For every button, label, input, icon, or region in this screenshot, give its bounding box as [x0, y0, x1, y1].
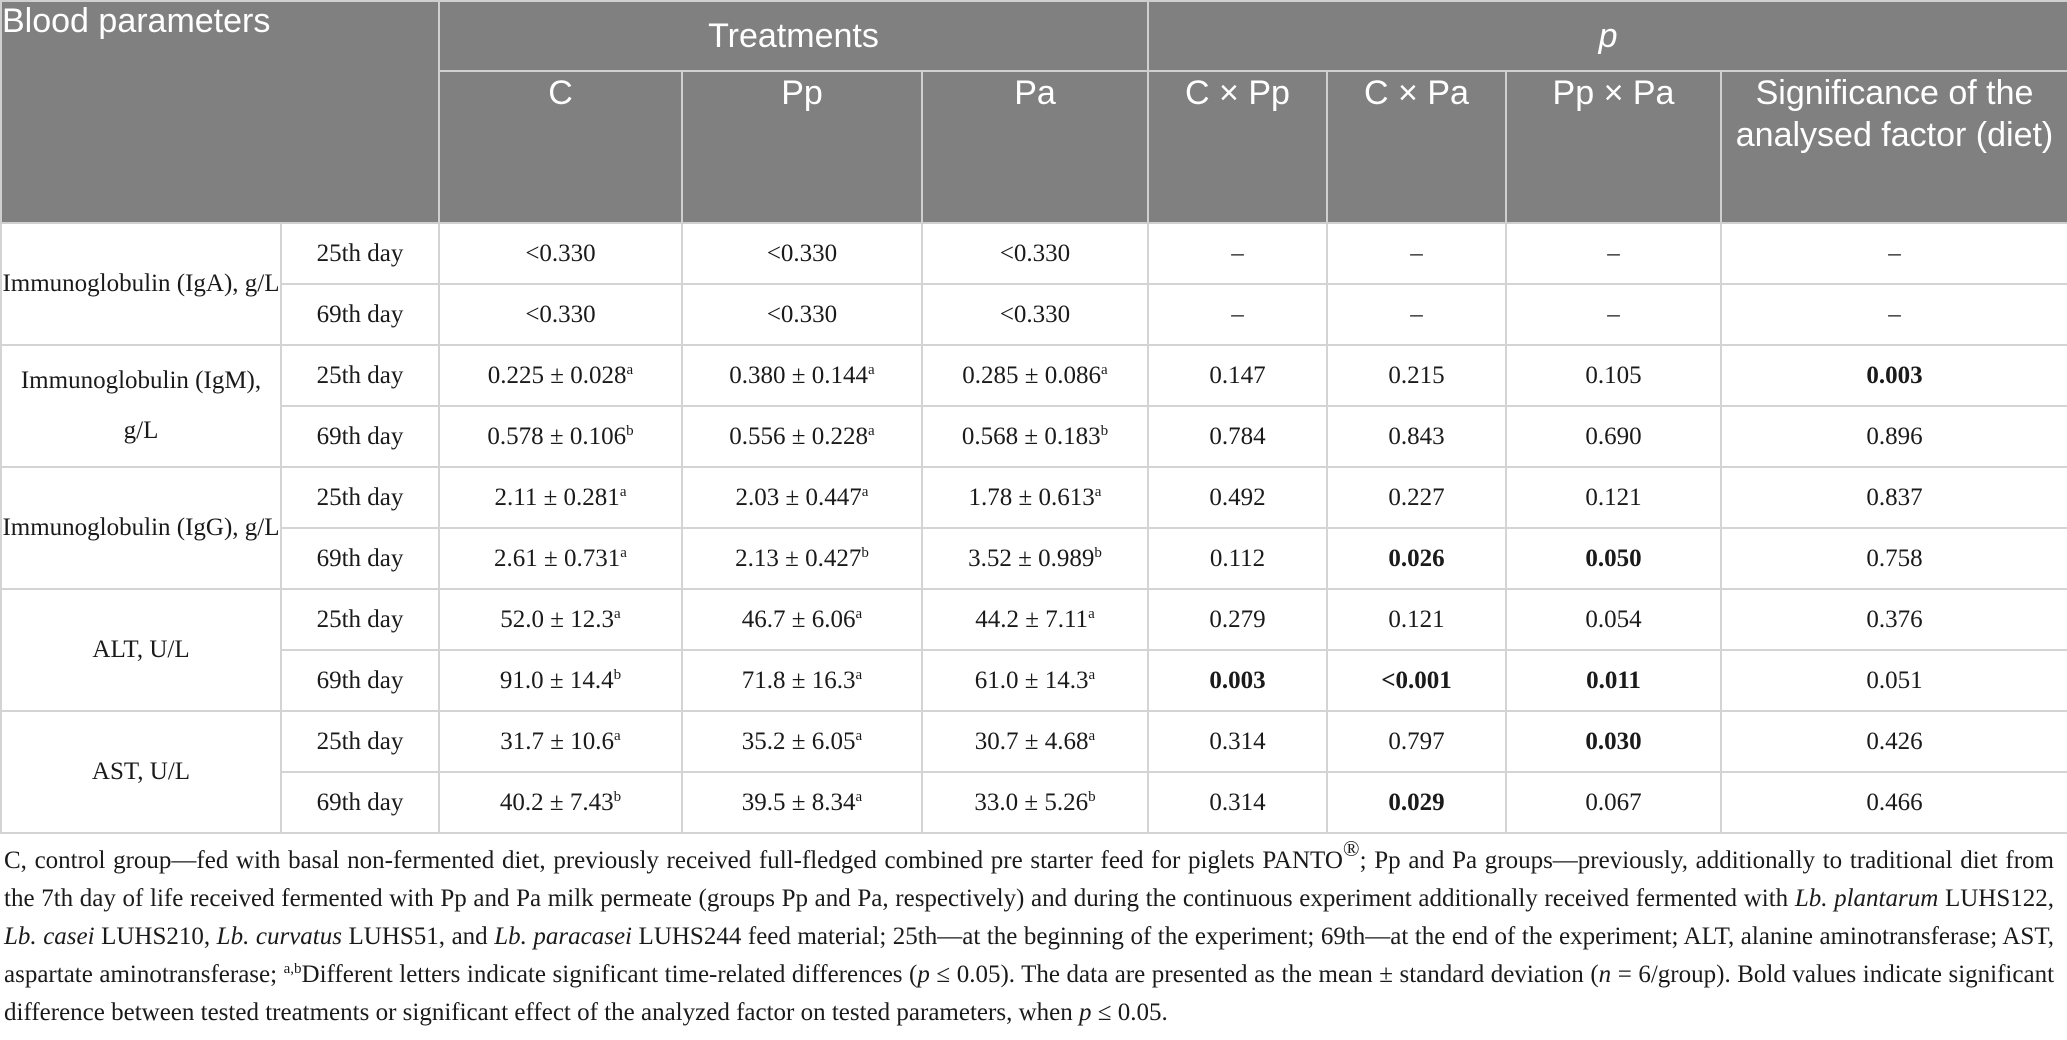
significance-letter: b: [613, 788, 622, 805]
mean-sd-value: <0.330: [766, 300, 838, 328]
treatment-value-cell: [682, 345, 922, 406]
treatment-value-cell: [682, 284, 922, 345]
p-value-cell: 0.029: [1327, 772, 1506, 833]
p-value-cell: 0.054: [1506, 589, 1721, 650]
treatment-value-cell: [922, 711, 1148, 772]
mean-sd-value: 0.556 ± 0.228: [729, 422, 869, 450]
table-row: [1, 711, 2067, 772]
footnote-text: LUHS244 feed material; 25th—at the beginning of the experiment; 69th—at the end of the experiment; ALT, alanine aminotransferase; AST, aspartate aminotransferase;: [4, 923, 2054, 988]
p-value-cell: 0.466: [1721, 772, 2067, 833]
p-value-cell: 0.030: [1506, 711, 1721, 772]
p-value-cell: 0.426: [1721, 711, 2067, 772]
treatment-value-cell: [439, 223, 682, 284]
treatment-value-cell: [922, 406, 1148, 467]
header-p: p: [1148, 1, 2067, 71]
mean-sd-value: 0.380 ± 0.144: [729, 361, 869, 389]
p-value-cell: 0.105: [1506, 345, 1721, 406]
table-row: [1, 772, 2067, 833]
mean-sd-value: 3.52 ± 0.989: [968, 544, 1095, 572]
p-value-cell: 0.112: [1148, 528, 1327, 589]
treatment-value-cell: [682, 650, 922, 711]
treatment-value-cell: [922, 345, 1148, 406]
treatment-value-cell: [439, 284, 682, 345]
p-value-cell: 0.314: [1148, 772, 1327, 833]
table-row: [1, 223, 2067, 284]
footnote-text: ≤ 0.05). The data are presented as the mean ± standard deviation (: [929, 961, 1599, 988]
significance-letter: a: [855, 727, 863, 744]
table-row: [1, 467, 2067, 528]
p-value-cell: –: [1148, 223, 1327, 284]
treatment-value-cell: [682, 467, 922, 528]
footnote-text: C, control group—fed with basal non-fermented diet, previously received full-fledged combined pre starter feed for piglets PANTO: [4, 847, 1343, 874]
significance-letter: a: [868, 361, 875, 378]
p-value-cell: 0.011: [1506, 650, 1721, 711]
mean-sd-value: 39.5 ± 8.34: [741, 788, 856, 816]
species-name: Lb. curvatus: [216, 923, 342, 950]
treatment-value-cell: [439, 650, 682, 711]
p-value-cell: 0.050: [1506, 528, 1721, 589]
treatment-value-cell: [682, 528, 922, 589]
mean-sd-value: <0.330: [766, 239, 838, 267]
header-pp-x-pa: Pp × Pa: [1506, 71, 1721, 223]
header-c-x-pa: C × Pa: [1327, 71, 1506, 223]
footnote-text: ≤ 0.05.: [1091, 999, 1168, 1026]
mean-sd-value: 44.2 ± 7.11: [975, 605, 1089, 633]
header-treatments: Treatments: [439, 1, 1148, 71]
table-footnote: [0, 834, 2060, 1032]
p-value-cell: 0.896: [1721, 406, 2067, 467]
p-value-cell: –: [1327, 223, 1506, 284]
mean-sd-value: <0.330: [525, 239, 596, 267]
treatment-value-cell: [922, 589, 1148, 650]
p-value-cell: 0.797: [1327, 711, 1506, 772]
p-value-cell: 0.215: [1327, 345, 1506, 406]
treatment-value-cell: [682, 406, 922, 467]
p-value-cell: –: [1506, 223, 1721, 284]
header-blood-parameters: Blood parameters: [1, 1, 439, 223]
p-value-cell: 0.314: [1148, 711, 1327, 772]
p-value-cell: –: [1327, 284, 1506, 345]
footnote-text: LUHS122,: [1938, 885, 2054, 912]
significance-letter: a: [619, 483, 627, 500]
significance-letter: a: [620, 544, 627, 561]
mean-sd-value: 46.7 ± 6.06: [741, 605, 856, 633]
parameter-label: AST, U/L: [1, 711, 281, 833]
mean-sd-value: 91.0 ± 14.4: [499, 666, 614, 694]
table-row: [1, 284, 2067, 345]
treatment-value-cell: [439, 528, 682, 589]
header-treatment-pp: Pp: [682, 71, 922, 223]
p-value-cell: 0.492: [1148, 467, 1327, 528]
day-label: 25th day: [281, 223, 439, 284]
p-value-cell: 0.227: [1327, 467, 1506, 528]
treatment-value-cell: [682, 589, 922, 650]
mean-sd-value: 2.11 ± 0.281: [494, 483, 620, 511]
n-symbol: n: [1598, 961, 1612, 988]
footnote-text: ; Pp and Pa groups—previously, additionally to traditional diet from the 7th day of life received fermented with Pp and Pa milk permeate (groups Pp and Pa, respectively) and during the continuous experiment additionally received fermented with: [4, 847, 2054, 912]
p-value-cell: 0.026: [1327, 528, 1506, 589]
mean-sd-value: 0.225 ± 0.028: [487, 361, 627, 389]
p-symbol: p: [917, 961, 930, 988]
mean-sd-value: 2.13 ± 0.427: [735, 544, 862, 572]
footnote-text: LUHS210,: [94, 923, 217, 950]
header-treatment-c: C: [439, 71, 682, 223]
mean-sd-value: 0.285 ± 0.086: [962, 361, 1102, 389]
table-row: [1, 345, 2067, 406]
treatment-value-cell: [439, 711, 682, 772]
mean-sd-value: <0.330: [525, 300, 596, 328]
significance-letter: a: [1094, 483, 1102, 500]
footnote-text: LUHS51, and: [341, 923, 495, 950]
mean-sd-value: 35.2 ± 6.05: [741, 727, 856, 755]
header-c-x-pp: C × Pp: [1148, 71, 1327, 223]
p-value-cell: –: [1721, 223, 2067, 284]
day-label: 25th day: [281, 711, 439, 772]
species-name: Lb. plantarum: [1794, 885, 1939, 912]
treatment-value-cell: [439, 345, 682, 406]
significance-letter: a: [1088, 666, 1096, 683]
p-value-cell: 0.121: [1327, 589, 1506, 650]
treatment-value-cell: [922, 223, 1148, 284]
mean-sd-value: 71.8 ± 16.3: [741, 666, 856, 694]
treatment-value-cell: [439, 467, 682, 528]
significance-letter: b: [1094, 544, 1102, 561]
p-value-cell: 0.758: [1721, 528, 2067, 589]
p-value-cell: 0.279: [1148, 589, 1327, 650]
significance-letter: a: [626, 361, 634, 378]
significance-letter: b: [1100, 422, 1109, 439]
p-value-cell: 0.067: [1506, 772, 1721, 833]
mean-sd-value: 2.61 ± 0.731: [494, 544, 621, 572]
day-label: 69th day: [281, 528, 439, 589]
significance-letter: a: [614, 727, 621, 744]
species-name: Lb. casei: [4, 923, 95, 950]
significance-letter: b: [613, 666, 622, 683]
treatment-value-cell: [439, 772, 682, 833]
table-row: [1, 650, 2067, 711]
p-value-cell: 0.784: [1148, 406, 1327, 467]
mean-sd-value: 1.78 ± 0.613: [968, 483, 1095, 511]
day-label: 25th day: [281, 345, 439, 406]
header-row-groups: [1, 1, 2067, 71]
p-value-cell: –: [1148, 284, 1327, 345]
treatment-value-cell: [922, 650, 1148, 711]
mean-sd-value: <0.330: [999, 300, 1071, 328]
treatment-value-cell: [682, 223, 922, 284]
mean-sd-value: <0.330: [999, 239, 1071, 267]
p-symbol: p: [1078, 999, 1092, 1026]
day-label: 25th day: [281, 589, 439, 650]
significance-letter: a: [868, 422, 875, 439]
treatment-value-cell: [439, 589, 682, 650]
p-value-cell: 0.121: [1506, 467, 1721, 528]
mean-sd-value: 0.578 ± 0.106: [487, 422, 627, 450]
day-label: 69th day: [281, 406, 439, 467]
p-value-cell: 0.843: [1327, 406, 1506, 467]
p-value-cell: 0.147: [1148, 345, 1327, 406]
registered-mark: ®: [1342, 836, 1360, 861]
significance-letter: a: [861, 483, 869, 500]
p-value-cell: 0.003: [1148, 650, 1327, 711]
significance-letter: a: [614, 605, 621, 622]
p-value-cell: –: [1506, 284, 1721, 345]
significance-letter: a: [1088, 605, 1095, 622]
p-value-cell: 0.690: [1506, 406, 1721, 467]
significance-letter: b: [861, 544, 869, 561]
p-value-cell: 0.003: [1721, 345, 2067, 406]
mean-sd-value: 40.2 ± 7.43: [499, 788, 614, 816]
significance-letter: b: [626, 422, 634, 439]
p-value-cell: –: [1721, 284, 2067, 345]
day-label: 69th day: [281, 650, 439, 711]
mean-sd-value: 2.03 ± 0.447: [735, 483, 862, 511]
significance-letter: b: [1088, 788, 1096, 805]
significance-letter: a: [855, 788, 863, 805]
species-name: Lb. paracasei: [494, 923, 633, 950]
treatment-value-cell: [922, 284, 1148, 345]
parameter-label: Immunoglobulin (IgA), g/L: [1, 223, 281, 345]
mean-sd-value: 0.568 ± 0.183: [961, 422, 1101, 450]
significance-letter: a: [1101, 361, 1108, 378]
table-row: [1, 406, 2067, 467]
header-significance: Significance of the analysed factor (diet): [1721, 71, 2067, 223]
p-value-cell: 0.376: [1721, 589, 2067, 650]
treatment-value-cell: [439, 406, 682, 467]
day-label: 69th day: [281, 772, 439, 833]
parameter-label: Immunoglobulin (IgG), g/L: [1, 467, 281, 589]
mean-sd-value: 30.7 ± 4.68: [974, 727, 1089, 755]
footnote-text: = 6/group). Bold values indicate significant difference between tested treatments or significant effect of the analyzed factor on tested parameters, when: [4, 961, 2055, 1026]
table-row: [1, 589, 2067, 650]
parameter-label: ALT, U/L: [1, 589, 281, 711]
treatment-value-cell: [922, 467, 1148, 528]
significance-letter: a: [855, 666, 863, 683]
mean-sd-value: 52.0 ± 12.3: [500, 605, 615, 633]
header-treatment-pa: Pa: [922, 71, 1148, 223]
mean-sd-value: 61.0 ± 14.3: [974, 666, 1089, 694]
day-label: 69th day: [281, 284, 439, 345]
treatment-value-cell: [922, 528, 1148, 589]
treatment-value-cell: [682, 772, 922, 833]
superscript-letters: a,b: [283, 961, 302, 977]
mean-sd-value: 31.7 ± 10.6: [500, 727, 615, 755]
table-row: [1, 528, 2067, 589]
day-label: 25th day: [281, 467, 439, 528]
significance-letter: a: [1088, 727, 1096, 744]
significance-letter: a: [855, 605, 863, 622]
treatment-value-cell: [682, 711, 922, 772]
mean-sd-value: 33.0 ± 5.26: [974, 788, 1089, 816]
treatment-value-cell: [922, 772, 1148, 833]
p-value-cell: <0.001: [1327, 650, 1506, 711]
footnote-text: Different letters indicate significant time-related differences (: [301, 961, 918, 988]
p-value-cell: 0.051: [1721, 650, 2067, 711]
p-value-cell: 0.837: [1721, 467, 2067, 528]
parameter-label: Immunoglobulin (IgM), g/L: [1, 345, 281, 467]
